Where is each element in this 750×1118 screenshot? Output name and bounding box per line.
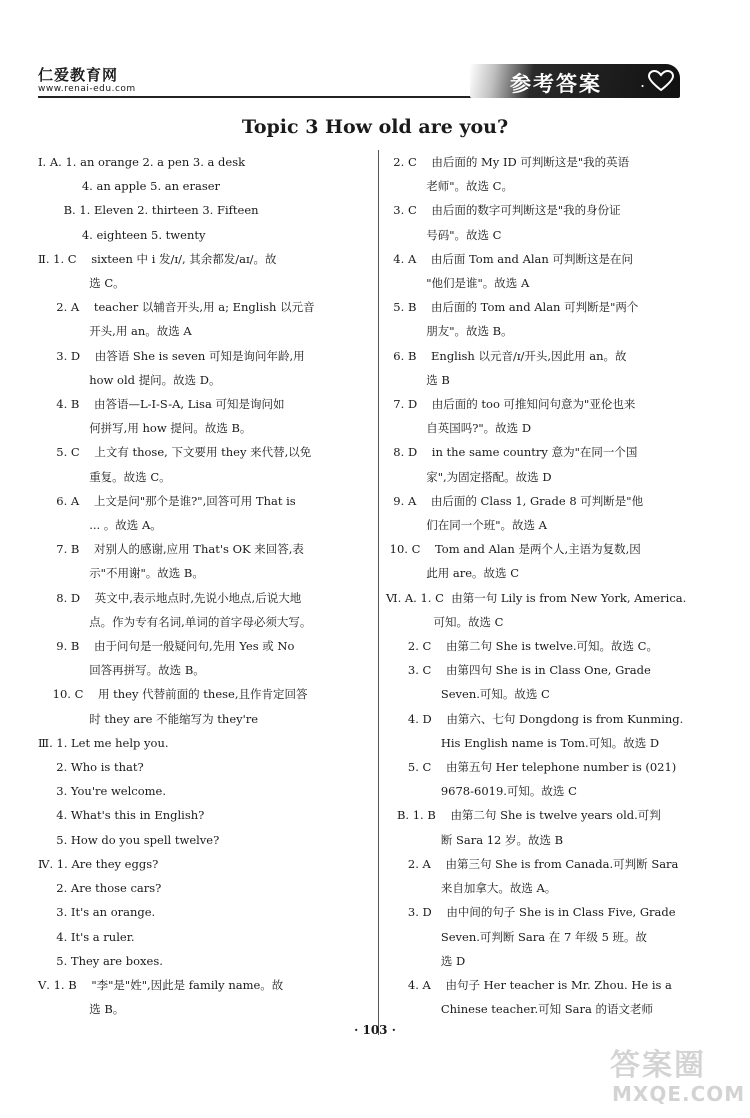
page-title: Topic 3 How old are you? bbox=[241, 116, 509, 138]
answer-number: 9. A bbox=[386, 493, 431, 508]
answer-line bbox=[386, 319, 686, 343]
answer-text: 由答语 She is seven 可知是询问年龄,用 bbox=[94, 348, 305, 363]
answer-text: His English name is Tom.可知。故选 D bbox=[440, 735, 660, 750]
answer-banner bbox=[470, 64, 680, 98]
answer-line bbox=[386, 925, 686, 949]
answer-text: 选 C。 bbox=[89, 276, 125, 291]
answer-number: Ⅳ. 1. bbox=[38, 856, 72, 871]
answer-line bbox=[38, 997, 368, 1021]
answer-line bbox=[386, 174, 686, 198]
answer-number bbox=[386, 779, 441, 803]
answer-text: 由后面的 too 可推知问句意为"亚伦也来 bbox=[431, 397, 636, 412]
answer-line bbox=[386, 247, 686, 271]
answer-text: an orange 2. a pen 3. a desk bbox=[80, 155, 246, 169]
answer-text: 由第二句 She is twelve.可知。故选 C。 bbox=[445, 639, 658, 654]
answer-line bbox=[38, 610, 368, 634]
answer-number: 2. C bbox=[386, 155, 432, 169]
answer-line bbox=[386, 707, 686, 731]
answer-text: 由第二句 She is twelve years old.可判 bbox=[450, 808, 661, 823]
answer-text: an apple 5. an eraser bbox=[96, 179, 221, 194]
answer-line bbox=[38, 586, 368, 610]
answer-text: 断 Sara 12 岁。故选 B bbox=[440, 832, 564, 847]
answer-number bbox=[386, 997, 441, 1021]
answer-text: 示"不用谢"。故选 B。 bbox=[89, 566, 204, 581]
answer-text: 由第一句 Lily is from New York, America. bbox=[451, 590, 687, 605]
answer-number bbox=[38, 561, 89, 585]
answer-number bbox=[38, 610, 89, 634]
answer-line bbox=[38, 198, 368, 222]
answer-text: 由第四句 She is in Class One, Grade bbox=[445, 663, 651, 678]
answer-line bbox=[38, 174, 368, 198]
answer-text: 上文是问"那个是谁?",回答可用 That is bbox=[93, 493, 296, 508]
answer-line bbox=[386, 271, 686, 295]
answer-text: eighteen 5. twenty bbox=[96, 227, 206, 242]
answer-line bbox=[38, 707, 368, 731]
answer-number: 7. D bbox=[386, 397, 432, 412]
answer-number bbox=[386, 465, 426, 489]
answer-number: 3. bbox=[38, 905, 71, 920]
answer-number bbox=[386, 223, 426, 247]
answer-text: "他们是谁"。故选 A bbox=[426, 276, 530, 291]
watermark-logo: 答案圈 bbox=[610, 1048, 706, 1083]
answer-line bbox=[386, 586, 686, 610]
watermark bbox=[610, 1040, 746, 1110]
answer-number: 10. C bbox=[386, 542, 436, 557]
answer-number: 2. C bbox=[386, 639, 446, 654]
answer-number: 3. D bbox=[386, 905, 447, 920]
answer-line bbox=[38, 900, 368, 924]
answer-number bbox=[38, 658, 89, 682]
answer-number: 4. A bbox=[386, 251, 431, 266]
answer-number: B. 1. bbox=[38, 203, 94, 218]
answer-text: 重复。故选 C。 bbox=[89, 469, 171, 484]
answer-text: 们在同一个班"。故选 A bbox=[426, 518, 547, 533]
answer-text: 开头,用 an。故选 A bbox=[89, 324, 192, 339]
answer-text: What's this in English? bbox=[70, 808, 205, 823]
answer-number bbox=[386, 682, 441, 706]
answer-line bbox=[38, 223, 368, 247]
answer-line bbox=[386, 852, 686, 876]
answer-text: English 以元音/ɪ/开头,因此用 an。故 bbox=[431, 348, 627, 363]
answer-line bbox=[38, 513, 368, 537]
answer-number: 4. bbox=[38, 808, 71, 823]
answer-text: Tom and Alan 是两个人,主语为复数,因 bbox=[435, 542, 641, 557]
answer-number: Ⅴ. 1. B bbox=[38, 977, 92, 992]
answer-text: Seven.可知。故选 C bbox=[440, 687, 550, 702]
answer-text: 选 B bbox=[426, 372, 450, 387]
answer-number bbox=[386, 731, 441, 755]
answer-line bbox=[38, 344, 368, 368]
answer-line bbox=[386, 295, 686, 319]
answer-text: 点。作为专有名词,单词的首字母必须大写。 bbox=[89, 614, 312, 629]
answer-text: 可知。故选 C bbox=[433, 614, 504, 629]
answer-number: 3. bbox=[38, 784, 71, 799]
answer-number: 6. A bbox=[38, 493, 94, 508]
answer-line bbox=[38, 150, 368, 174]
answer-line bbox=[386, 513, 686, 537]
answer-number bbox=[38, 465, 89, 489]
answer-text: 由后面的 My ID 可判断这是"我的英语 bbox=[431, 155, 630, 169]
answer-number bbox=[38, 707, 89, 731]
answer-line bbox=[386, 198, 686, 222]
answer-text: 号码"。故选 C bbox=[426, 227, 502, 242]
answer-text: Chinese teacher.可知 Sara 的语文老师 bbox=[440, 1002, 654, 1017]
answer-text: 由中间的句子 She is in Class Five, Grade bbox=[446, 905, 676, 920]
answer-text: in the same country 意为"在同一个国 bbox=[431, 445, 638, 460]
answer-number: Ⅲ. 1. bbox=[38, 735, 72, 750]
answer-line bbox=[386, 489, 686, 513]
answer-line bbox=[386, 392, 686, 416]
answer-number: 3. D bbox=[38, 348, 95, 363]
answer-number: 5. bbox=[38, 832, 71, 847]
answer-line bbox=[38, 973, 368, 997]
answer-number: 3. C bbox=[386, 663, 446, 678]
answer-line bbox=[38, 368, 368, 392]
answer-text: 由答语—L-I-S-A, Lisa 可知是询问如 bbox=[93, 397, 285, 412]
answer-number bbox=[386, 610, 434, 634]
answer-line bbox=[386, 223, 686, 247]
answer-number: 5. B bbox=[386, 300, 432, 315]
answer-text: teacher 以辅音开头,用 a; English 以元音 bbox=[93, 300, 315, 315]
answer-text: 来自加拿大。故选 A。 bbox=[440, 881, 557, 896]
answer-text: 对别人的感谢,应用 That's OK 来回答,表 bbox=[93, 542, 304, 557]
answer-text: It's an orange. bbox=[70, 905, 156, 920]
answer-line bbox=[38, 271, 368, 295]
answer-number: 7. B bbox=[38, 542, 94, 557]
answer-text: How do you spell twelve? bbox=[70, 832, 220, 847]
answer-line bbox=[386, 997, 686, 1021]
answer-text: 由后面的数字可判断这是"我的身份证 bbox=[431, 203, 621, 218]
answer-text: 家",为固定搭配。故选 D bbox=[426, 469, 552, 484]
answer-text: 由后面的 Class 1, Grade 8 可判断是"他 bbox=[430, 493, 644, 508]
answer-line bbox=[38, 440, 368, 464]
answer-line bbox=[38, 755, 368, 779]
answer-line bbox=[38, 658, 368, 682]
answer-number bbox=[386, 828, 441, 852]
answer-line bbox=[386, 949, 686, 973]
answer-line bbox=[386, 755, 686, 779]
answer-number: 2. A bbox=[38, 300, 94, 315]
answer-line bbox=[386, 344, 686, 368]
answer-text: Are those cars? bbox=[70, 881, 162, 896]
answer-text: 上文有 those, 下文要用 they 来代替,以免 bbox=[94, 445, 312, 460]
answer-text: 英文中,表示地点时,先说小地点,后说大地 bbox=[94, 590, 302, 605]
answer-text: ... 。故选 A。 bbox=[89, 518, 162, 533]
answer-text: Eleven 2. thirteen 3. Fifteen bbox=[93, 203, 259, 218]
answer-number bbox=[38, 416, 89, 440]
page-number: · 103 · bbox=[354, 1023, 396, 1037]
answer-text: 9678-6019.可知。故选 C bbox=[440, 784, 577, 799]
answer-number bbox=[386, 416, 426, 440]
answer-number: 5. C bbox=[38, 445, 95, 460]
answer-text: 由后面的 Tom and Alan 可判断是"两个 bbox=[431, 300, 639, 315]
answer-line bbox=[38, 465, 368, 489]
answer-number: 4. bbox=[38, 179, 97, 194]
answer-line bbox=[38, 319, 368, 343]
watermark-url: MXQE.COM bbox=[612, 1082, 746, 1106]
answer-line bbox=[386, 731, 686, 755]
heart-icon bbox=[648, 70, 674, 92]
answer-line bbox=[386, 658, 686, 682]
answer-line bbox=[38, 949, 368, 973]
answer-text: 自英国吗?"。故选 D bbox=[426, 421, 532, 436]
answer-text: 由后面 Tom and Alan 可判断这是在问 bbox=[430, 251, 633, 266]
answer-line bbox=[386, 368, 686, 392]
answer-number bbox=[38, 319, 89, 343]
answer-line bbox=[386, 416, 686, 440]
answer-line bbox=[38, 634, 368, 658]
answer-text: how old 提问。故选 D。 bbox=[89, 372, 221, 387]
answer-number: Ⅱ. 1. C bbox=[38, 251, 92, 266]
answer-line bbox=[386, 876, 686, 900]
banner-title: 参考答案 bbox=[510, 72, 602, 96]
answer-line bbox=[386, 537, 686, 561]
answer-text: "李"是"姓",因此是 family name。故 bbox=[91, 977, 284, 992]
answer-line bbox=[38, 925, 368, 949]
answer-text: They are boxes. bbox=[70, 953, 163, 968]
answer-line bbox=[386, 634, 686, 658]
answer-line bbox=[386, 440, 686, 464]
answer-text: Are they eggs? bbox=[71, 856, 159, 871]
answer-line bbox=[38, 537, 368, 561]
brand-url: www.renai-edu.com bbox=[38, 84, 136, 94]
answer-text: 时 they are 不能缩写为 they're bbox=[89, 711, 259, 726]
answer-text: You're welcome. bbox=[70, 784, 167, 799]
answer-number: 10. C bbox=[38, 687, 98, 702]
answer-text: 由于问句是一般疑问句,先用 Yes 或 No bbox=[93, 639, 295, 654]
answer-number: 4. D bbox=[386, 711, 447, 726]
answer-line bbox=[38, 489, 368, 513]
answer-number: Ⅰ. A. 1. bbox=[38, 155, 81, 169]
answer-number bbox=[386, 949, 441, 973]
answer-text: 由第三句 She is from Canada.可判断 Sara bbox=[445, 856, 679, 871]
answer-number bbox=[386, 876, 441, 900]
answer-number: 8. D bbox=[38, 590, 95, 605]
answer-line bbox=[386, 150, 686, 174]
answer-number bbox=[386, 319, 426, 343]
left-column bbox=[38, 150, 368, 1021]
answer-text: Seven.可判断 Sara 在 7 年级 5 班。故 bbox=[440, 929, 648, 944]
answer-line bbox=[386, 900, 686, 924]
answer-number bbox=[386, 174, 426, 198]
answer-line bbox=[386, 803, 686, 827]
answer-number bbox=[386, 368, 426, 392]
answer-text: 用 they 代替前面的 these,且作肯定回答 bbox=[98, 687, 308, 702]
answer-line bbox=[38, 828, 368, 852]
answer-line bbox=[386, 779, 686, 803]
answer-number: 9. B bbox=[38, 639, 94, 654]
answer-number: Ⅵ. A. 1. C bbox=[386, 590, 452, 605]
answer-line bbox=[38, 779, 368, 803]
brand-name: 仁爱教育网 bbox=[38, 66, 119, 84]
answer-line bbox=[38, 416, 368, 440]
answer-number: 4. bbox=[38, 227, 97, 242]
banner-dot: . bbox=[640, 72, 646, 91]
answer-line bbox=[38, 731, 368, 755]
answer-line bbox=[386, 465, 686, 489]
answer-number: 2. bbox=[38, 760, 71, 775]
answer-text: sixteen 中 i 发/ɪ/, 其余都发/aɪ/。故 bbox=[91, 251, 277, 266]
answer-number bbox=[38, 368, 89, 392]
answer-text: 由第五句 Her telephone number is (021) bbox=[445, 760, 677, 775]
answer-text: 选 D bbox=[440, 953, 466, 968]
answer-line bbox=[38, 561, 368, 585]
answer-number: 5. C bbox=[386, 760, 446, 775]
answer-number: 4. B bbox=[38, 397, 94, 412]
answer-number bbox=[386, 925, 441, 949]
answer-line bbox=[38, 295, 368, 319]
answer-text: 选 B。 bbox=[89, 1002, 125, 1017]
answer-text: 朋友"。故选 B。 bbox=[426, 324, 513, 339]
answer-line bbox=[38, 392, 368, 416]
answer-line bbox=[386, 610, 686, 634]
answer-line bbox=[386, 682, 686, 706]
answer-number: 5. bbox=[38, 953, 71, 968]
answer-line bbox=[386, 973, 686, 997]
answer-number bbox=[386, 513, 426, 537]
column-divider bbox=[378, 150, 379, 1035]
answer-number bbox=[38, 271, 89, 295]
page-header bbox=[0, 0, 750, 110]
answer-number: 3. C bbox=[386, 203, 432, 218]
answer-line bbox=[38, 876, 368, 900]
answer-number: 2. bbox=[38, 881, 71, 896]
answer-number: 4. bbox=[38, 929, 71, 944]
answer-number bbox=[38, 997, 89, 1021]
answer-text: Let me help you. bbox=[71, 735, 169, 750]
answer-text: 由第六、七句 Dongdong is from Kunming. bbox=[446, 711, 684, 726]
answer-number bbox=[386, 561, 426, 585]
answer-line bbox=[38, 247, 368, 271]
answer-line bbox=[386, 561, 686, 585]
answer-number: 8. D bbox=[386, 445, 432, 460]
right-column bbox=[386, 150, 686, 1021]
answer-text: It's a ruler. bbox=[70, 929, 135, 944]
answer-text: 此用 are。故选 C bbox=[426, 566, 519, 581]
answer-line bbox=[38, 682, 368, 706]
answer-text: 老师"。故选 C。 bbox=[426, 179, 513, 194]
answer-text: 由句子 Her teacher is Mr. Zhou. He is a bbox=[445, 977, 672, 992]
answer-number: B. 1. B bbox=[386, 808, 451, 823]
answer-number bbox=[386, 271, 426, 295]
answer-text: Who is that? bbox=[70, 760, 144, 775]
answer-line bbox=[386, 828, 686, 852]
answer-line bbox=[38, 803, 368, 827]
answer-number: 6. B bbox=[386, 348, 432, 363]
answer-number: 4. A bbox=[386, 977, 446, 992]
answer-text: 回答再拼写。故选 B。 bbox=[89, 663, 205, 678]
answer-number bbox=[38, 513, 89, 537]
answer-line bbox=[38, 852, 368, 876]
answer-text: 何拼写,用 how 提问。故选 B。 bbox=[89, 421, 252, 436]
answer-number: 2. A bbox=[386, 856, 446, 871]
